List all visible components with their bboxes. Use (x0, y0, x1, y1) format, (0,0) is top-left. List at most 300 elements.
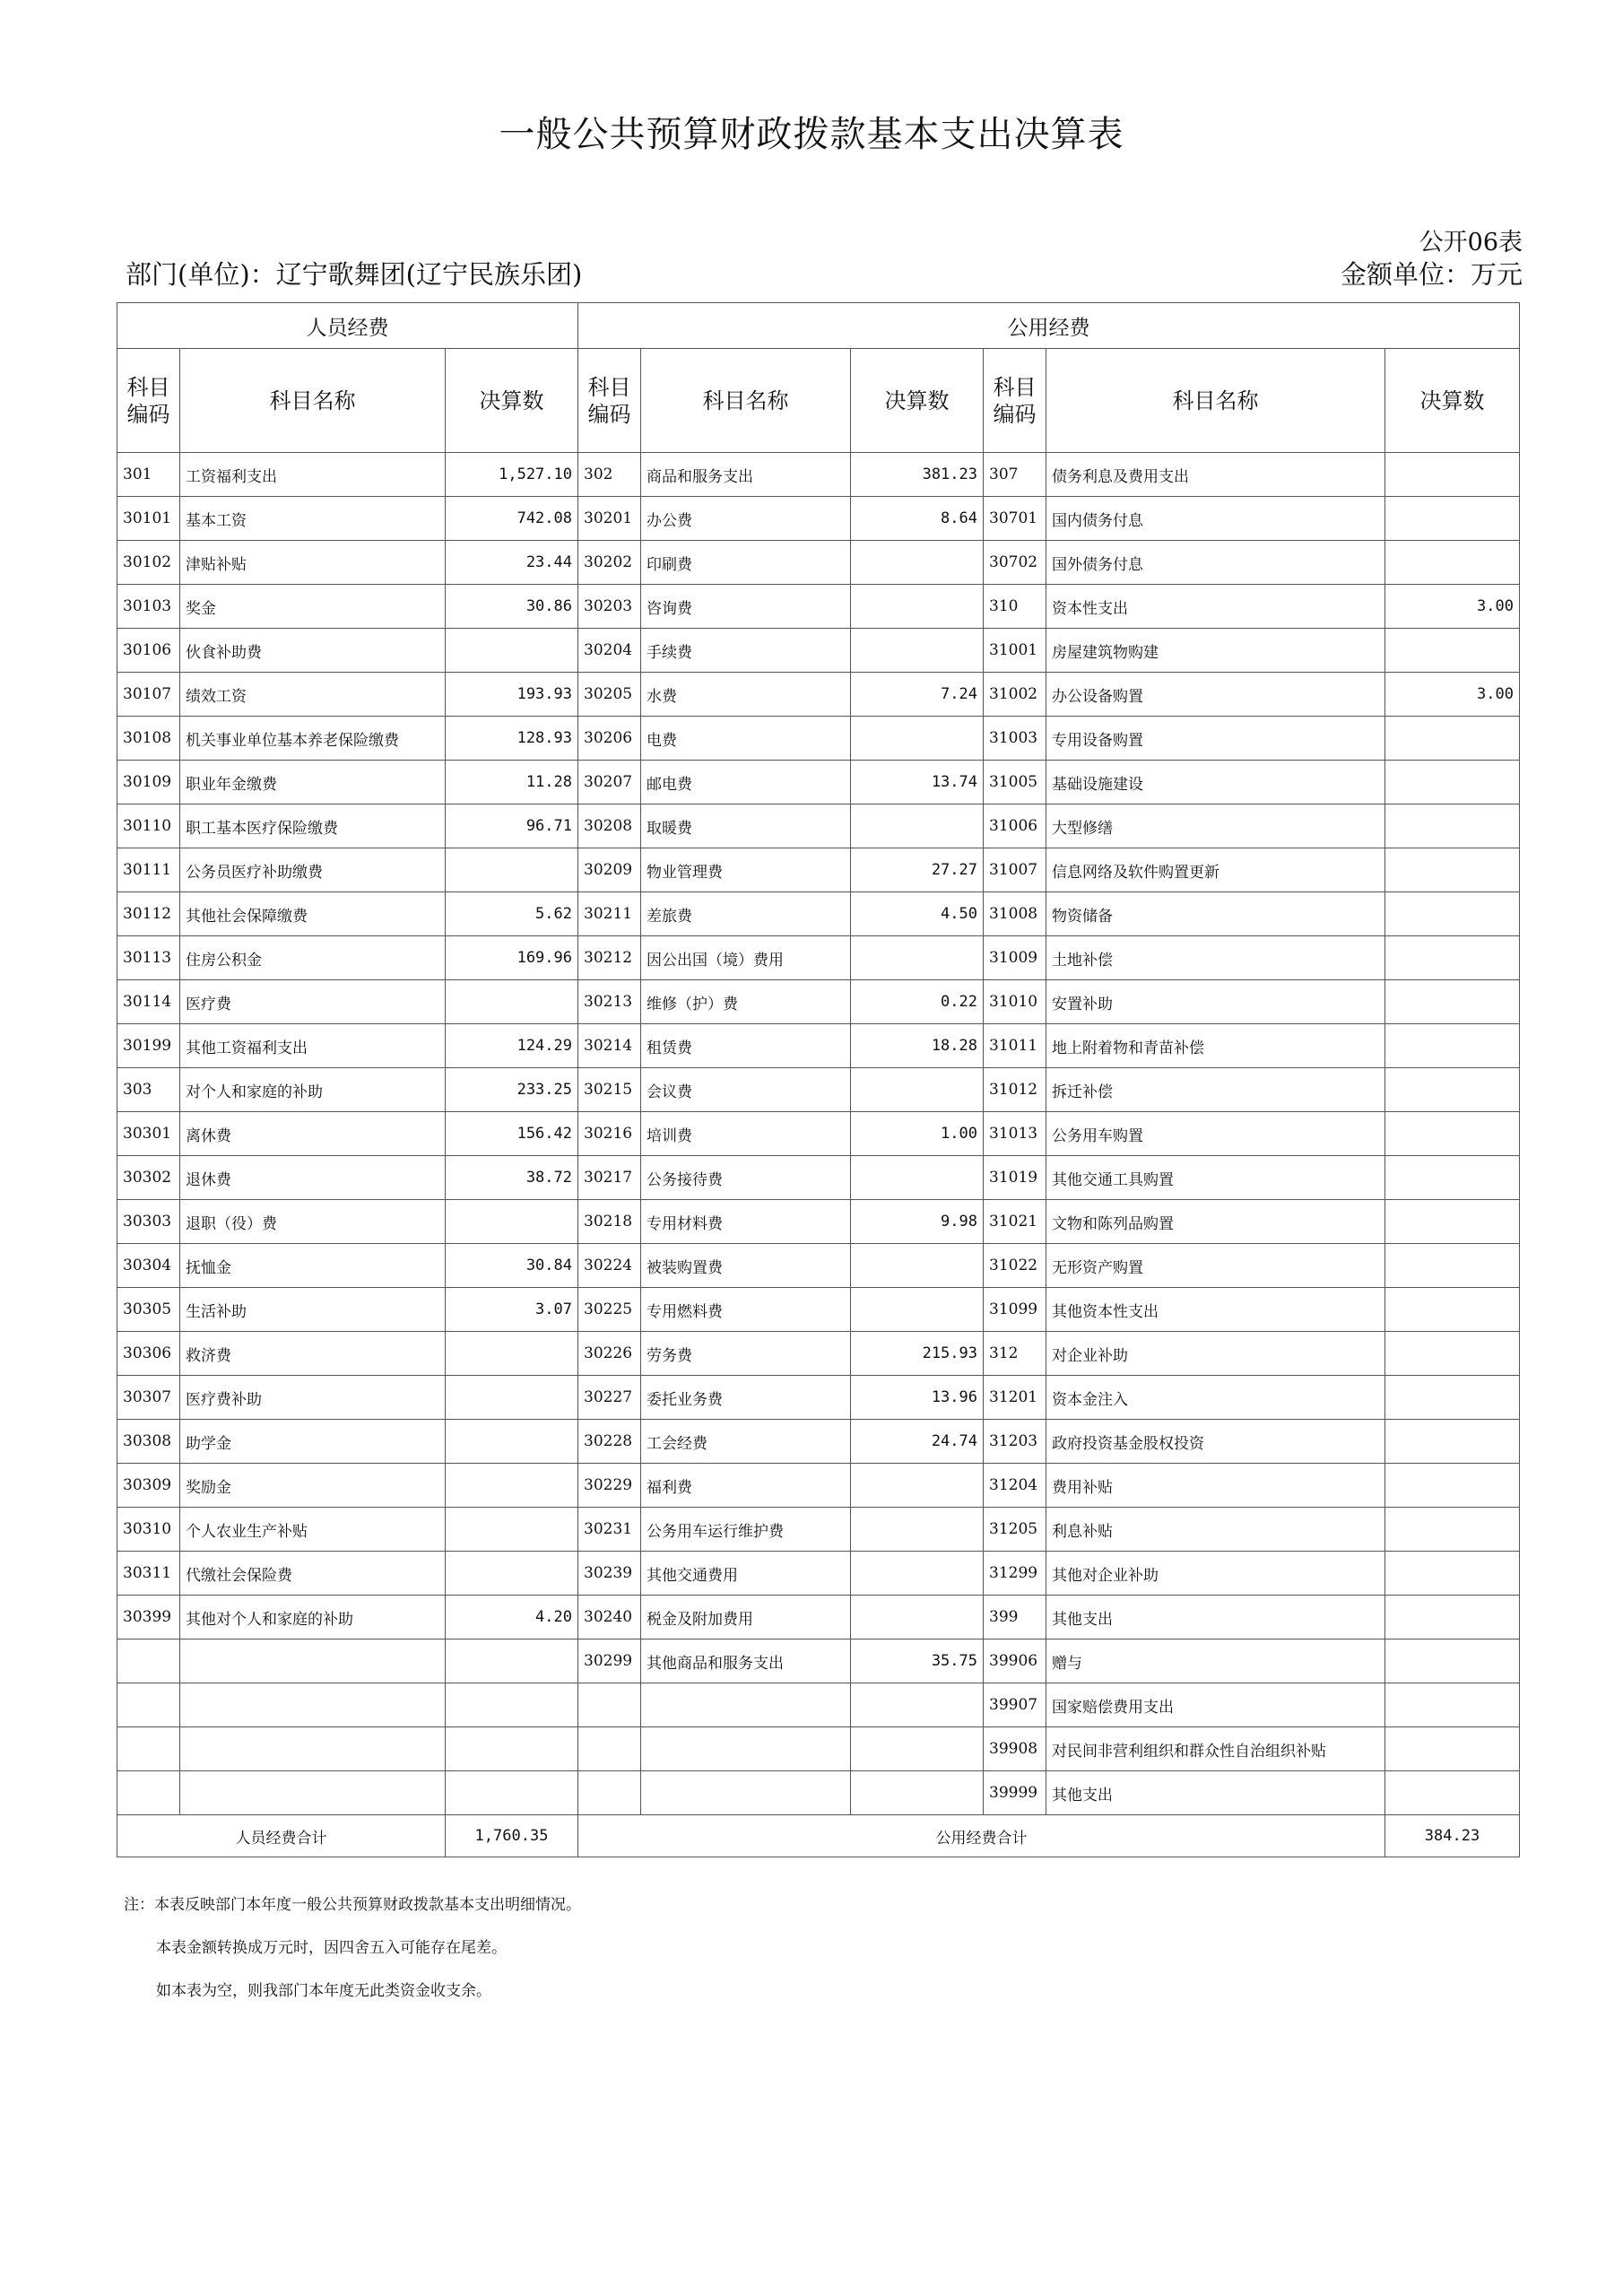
subject-name: 基础设施建设 (1046, 761, 1385, 804)
subject-name: 公务员医疗补助缴费 (180, 848, 446, 892)
header-amount: 决算数 (851, 349, 984, 453)
section-public: 公用经费 (578, 303, 1520, 349)
subject-code (117, 1771, 180, 1815)
subject-name: 因公出国（境）费用 (641, 936, 851, 980)
subject-amount: 30.84 (446, 1244, 578, 1288)
subject-name: 工资福利支出 (180, 453, 446, 497)
subject-code: 30240 (578, 1596, 641, 1639)
subject-code: 30211 (578, 892, 641, 936)
subject-name: 其他资本性支出 (1046, 1288, 1385, 1332)
subject-code: 39999 (984, 1771, 1046, 1815)
subject-code (117, 1727, 180, 1771)
subject-name: 退职（役）费 (180, 1200, 446, 1244)
subject-amount (851, 1464, 984, 1508)
subject-code: 30311 (117, 1552, 180, 1596)
subject-name: 国外债务付息 (1046, 541, 1385, 585)
subject-code: 30109 (117, 761, 180, 804)
table-row (117, 804, 1520, 848)
table-row (117, 1727, 1520, 1771)
subject-code (578, 1727, 641, 1771)
subject-code: 31005 (984, 761, 1046, 804)
subject-code: 39907 (984, 1683, 1046, 1727)
subject-amount: 124.29 (446, 1024, 578, 1068)
subject-name: 差旅费 (641, 892, 851, 936)
totals-row (117, 1815, 1520, 1857)
section-personnel: 人员经费 (117, 303, 578, 349)
subject-code: 30202 (578, 541, 641, 585)
subject-amount: 27.27 (851, 848, 984, 892)
table-row (117, 541, 1520, 585)
subject-amount (1385, 980, 1520, 1024)
subject-code: 30206 (578, 717, 641, 761)
subject-code: 399 (984, 1596, 1046, 1639)
subject-amount: 1,527.10 (446, 453, 578, 497)
subject-name: 会议费 (641, 1068, 851, 1112)
table-row (117, 1068, 1520, 1112)
subject-name: 津贴补贴 (180, 541, 446, 585)
table-row (117, 585, 1520, 629)
table-row (117, 1464, 1520, 1508)
subject-name: 税金及附加费用 (641, 1596, 851, 1639)
subject-amount (851, 804, 984, 848)
subject-name: 奖金 (180, 585, 446, 629)
subject-name: 伙食补助费 (180, 629, 446, 673)
subject-name: 奖励金 (180, 1464, 446, 1508)
subject-code: 30218 (578, 1200, 641, 1244)
subject-code: 30108 (117, 717, 180, 761)
table-row (117, 848, 1520, 892)
subject-code: 30702 (984, 541, 1046, 585)
table-row (117, 497, 1520, 541)
subject-code: 31009 (984, 936, 1046, 980)
subject-name: 费用补贴 (1046, 1464, 1385, 1508)
subject-name: 手续费 (641, 629, 851, 673)
subject-amount (1385, 1420, 1520, 1464)
subject-code: 30399 (117, 1596, 180, 1639)
subject-amount: 4.20 (446, 1596, 578, 1639)
subject-amount (851, 1552, 984, 1596)
subject-code: 31012 (984, 1068, 1046, 1112)
table-row (117, 1639, 1520, 1683)
subject-amount: 23.44 (446, 541, 578, 585)
subject-amount (446, 1420, 578, 1464)
table-row (117, 629, 1520, 673)
subject-name (641, 1771, 851, 1815)
subject-name (180, 1683, 446, 1727)
subject-amount (851, 1771, 984, 1815)
subject-code: 30310 (117, 1508, 180, 1552)
table-row (117, 1508, 1520, 1552)
subject-name: 取暖费 (641, 804, 851, 848)
subject-name: 物业管理费 (641, 848, 851, 892)
subject-amount (1385, 848, 1520, 892)
subject-name (180, 1639, 446, 1683)
subject-name: 抚恤金 (180, 1244, 446, 1288)
subject-name: 委托业务费 (641, 1376, 851, 1420)
subject-name: 公务用车购置 (1046, 1112, 1385, 1156)
subject-amount: 24.74 (851, 1420, 984, 1464)
subject-code: 30307 (117, 1376, 180, 1420)
subject-code: 303 (117, 1068, 180, 1112)
personnel-total-label: 人员经费合计 (117, 1815, 446, 1857)
subject-code: 301 (117, 453, 180, 497)
subject-amount (851, 1244, 984, 1288)
subject-amount (1385, 1332, 1520, 1376)
subject-amount (1385, 629, 1520, 673)
subject-name: 对企业补助 (1046, 1332, 1385, 1376)
subject-name: 邮电费 (641, 761, 851, 804)
subject-amount (1385, 1024, 1520, 1068)
subject-name: 无形资产购置 (1046, 1244, 1385, 1288)
subject-amount: 128.93 (446, 717, 578, 761)
subject-amount (446, 1464, 578, 1508)
subject-code: 30229 (578, 1464, 641, 1508)
header-code: 科目 编码 (578, 349, 641, 453)
subject-code (578, 1771, 641, 1815)
subject-amount (1385, 892, 1520, 936)
table-row (117, 1683, 1520, 1727)
subject-code: 302 (578, 453, 641, 497)
subject-name: 工会经费 (641, 1420, 851, 1464)
table-row (117, 1288, 1520, 1332)
subject-name (180, 1727, 446, 1771)
subject-code: 31003 (984, 717, 1046, 761)
subject-name: 地上附着物和青苗补偿 (1046, 1024, 1385, 1068)
subject-name: 咨询费 (641, 585, 851, 629)
subject-code: 31006 (984, 804, 1046, 848)
subject-name: 租赁费 (641, 1024, 851, 1068)
subject-amount (1385, 1727, 1520, 1771)
subject-code: 31201 (984, 1376, 1046, 1420)
table-row (117, 1024, 1520, 1068)
subject-code: 310 (984, 585, 1046, 629)
table-row (117, 761, 1520, 804)
subject-code: 31007 (984, 848, 1046, 892)
subject-amount (851, 717, 984, 761)
subject-name: 培训费 (641, 1112, 851, 1156)
subject-name: 退休费 (180, 1156, 446, 1200)
subject-name: 助学金 (180, 1420, 446, 1464)
subject-amount (851, 629, 984, 673)
table-row (117, 1200, 1520, 1244)
subject-amount: 215.93 (851, 1332, 984, 1376)
subject-code: 30228 (578, 1420, 641, 1464)
subject-code: 30308 (117, 1420, 180, 1464)
subject-amount (1385, 1639, 1520, 1683)
subject-amount (851, 1068, 984, 1112)
amount-unit-label: 金额单位：万元 (1340, 259, 1523, 290)
subject-amount: 4.50 (851, 892, 984, 936)
subject-name: 公务用车运行维护费 (641, 1508, 851, 1552)
subject-amount (851, 1288, 984, 1332)
subject-name: 土地补偿 (1046, 936, 1385, 980)
subject-code: 30239 (578, 1552, 641, 1596)
subject-name: 商品和服务支出 (641, 453, 851, 497)
subject-amount: 18.28 (851, 1024, 984, 1068)
subject-code: 30112 (117, 892, 180, 936)
subject-code: 30111 (117, 848, 180, 892)
subject-code: 31022 (984, 1244, 1046, 1288)
table-row (117, 1552, 1520, 1596)
subject-amount: 38.72 (446, 1156, 578, 1200)
subject-code: 30217 (578, 1156, 641, 1200)
subject-code: 312 (984, 1332, 1046, 1376)
subject-code: 30303 (117, 1200, 180, 1244)
subject-amount (1385, 1288, 1520, 1332)
subject-amount (1385, 1464, 1520, 1508)
subject-amount (1385, 453, 1520, 497)
subject-code: 30212 (578, 936, 641, 980)
note-line: 本表金额转换成万元时，因四舍五入可能存在尾差。 (156, 1939, 507, 1957)
header-code: 科目 编码 (984, 349, 1046, 453)
subject-name (180, 1771, 446, 1815)
subject-amount (1385, 1244, 1520, 1288)
subject-name: 文物和陈列品购置 (1046, 1200, 1385, 1244)
note-line: 注：本表反映部门本年度一般公共预算财政拨款基本支出明细情况。 (124, 1896, 581, 1914)
subject-amount (446, 1552, 578, 1596)
subject-amount (851, 541, 984, 585)
subject-amount (1385, 1200, 1520, 1244)
subject-code: 31203 (984, 1420, 1046, 1464)
subject-amount (1385, 1068, 1520, 1112)
subject-name (641, 1683, 851, 1727)
subject-amount (1385, 1112, 1520, 1156)
subject-name: 救济费 (180, 1332, 446, 1376)
subject-name: 安置补助 (1046, 980, 1385, 1024)
subject-name: 医疗费 (180, 980, 446, 1024)
subject-code: 30301 (117, 1112, 180, 1156)
subject-name: 其他工资福利支出 (180, 1024, 446, 1068)
subject-code: 30107 (117, 673, 180, 717)
subject-amount (446, 1683, 578, 1727)
header-name: 科目名称 (1046, 349, 1385, 453)
subject-amount (851, 1156, 984, 1200)
subject-amount (1385, 497, 1520, 541)
subject-code (117, 1639, 180, 1683)
subject-name: 国内债务付息 (1046, 497, 1385, 541)
subject-name: 赠与 (1046, 1639, 1385, 1683)
header-amount: 决算数 (1385, 349, 1520, 453)
subject-name: 被装购置费 (641, 1244, 851, 1288)
subject-name: 拆迁补偿 (1046, 1068, 1385, 1112)
table-row (117, 980, 1520, 1024)
subject-code: 31204 (984, 1464, 1046, 1508)
subject-code: 307 (984, 453, 1046, 497)
subject-code: 31008 (984, 892, 1046, 936)
subject-amount: 11.28 (446, 761, 578, 804)
page-title: 一般公共预算财政拨款基本支出决算表 (499, 114, 1124, 155)
subject-amount (851, 585, 984, 629)
subject-name: 代缴社会保险费 (180, 1552, 446, 1596)
subject-amount (851, 1683, 984, 1727)
subject-code: 30114 (117, 980, 180, 1024)
subject-code: 30302 (117, 1156, 180, 1200)
subject-name: 办公设备购置 (1046, 673, 1385, 717)
subject-amount (1385, 1771, 1520, 1815)
subject-name: 专用设备购置 (1046, 717, 1385, 761)
subject-code: 30203 (578, 585, 641, 629)
table-row (117, 1244, 1520, 1288)
subject-amount: 1.00 (851, 1112, 984, 1156)
subject-amount (446, 1508, 578, 1552)
subject-amount: 13.74 (851, 761, 984, 804)
subject-amount: 193.93 (446, 673, 578, 717)
subject-amount (1385, 1683, 1520, 1727)
department-label: 部门(单位)：辽宁歌舞团(辽宁民族乐团) (126, 259, 583, 290)
subject-code: 31010 (984, 980, 1046, 1024)
note-line: 如本表为空，则我部门本年度无此类资金收支余。 (156, 1982, 491, 2000)
subject-code: 31013 (984, 1112, 1046, 1156)
subject-name: 其他支出 (1046, 1596, 1385, 1639)
subject-name: 资本金注入 (1046, 1376, 1385, 1420)
subject-code: 30299 (578, 1639, 641, 1683)
table-row (117, 1332, 1520, 1376)
subject-code (117, 1683, 180, 1727)
subject-code: 39908 (984, 1727, 1046, 1771)
subject-name: 职工基本医疗保险缴费 (180, 804, 446, 848)
subject-name: 对民间非营利组织和群众性自治组织补贴 (1046, 1727, 1385, 1771)
subject-name: 基本工资 (180, 497, 446, 541)
subject-code: 31011 (984, 1024, 1046, 1068)
subject-amount: 0.22 (851, 980, 984, 1024)
personnel-total-value: 1,760.35 (446, 1815, 578, 1857)
subject-amount: 5.62 (446, 892, 578, 936)
subject-amount: 169.96 (446, 936, 578, 980)
subject-amount (1385, 1552, 1520, 1596)
header-code: 科目 编码 (117, 349, 180, 453)
subject-name: 信息网络及软件购置更新 (1046, 848, 1385, 892)
subject-code: 30208 (578, 804, 641, 848)
subject-amount: 9.98 (851, 1200, 984, 1244)
subject-name: 职业年金缴费 (180, 761, 446, 804)
subject-name: 其他交通工具购置 (1046, 1156, 1385, 1200)
subject-name: 其他交通费用 (641, 1552, 851, 1596)
subject-code: 30214 (578, 1024, 641, 1068)
subject-amount: 35.75 (851, 1639, 984, 1683)
table-row (117, 673, 1520, 717)
header-name: 科目名称 (641, 349, 851, 453)
subject-amount: 742.08 (446, 497, 578, 541)
subject-code: 31021 (984, 1200, 1046, 1244)
subject-amount: 7.24 (851, 673, 984, 717)
subject-amount (446, 1771, 578, 1815)
subject-name: 机关事业单位基本养老保险缴费 (180, 717, 446, 761)
subject-amount (851, 1596, 984, 1639)
subject-amount: 30.86 (446, 585, 578, 629)
subject-name: 资本性支出 (1046, 585, 1385, 629)
subject-code: 30204 (578, 629, 641, 673)
subject-name: 维修（护）费 (641, 980, 851, 1024)
subject-name: 医疗费补助 (180, 1376, 446, 1420)
subject-amount (851, 1727, 984, 1771)
subject-name: 个人农业生产补贴 (180, 1508, 446, 1552)
subject-name: 生活补助 (180, 1288, 446, 1332)
subject-code: 30231 (578, 1508, 641, 1552)
subject-name: 劳务费 (641, 1332, 851, 1376)
subject-code: 31001 (984, 629, 1046, 673)
subject-code: 30113 (117, 936, 180, 980)
expenditure-table (117, 302, 1520, 1857)
subject-code: 30106 (117, 629, 180, 673)
notes (124, 1883, 581, 2013)
subject-code (578, 1683, 641, 1727)
subject-amount: 381.23 (851, 453, 984, 497)
subject-name: 其他对企业补助 (1046, 1552, 1385, 1596)
subject-name: 其他社会保障缴费 (180, 892, 446, 936)
subject-amount (1385, 936, 1520, 980)
subject-name: 离休费 (180, 1112, 446, 1156)
subject-amount (446, 629, 578, 673)
subject-name: 其他对个人和家庭的补助 (180, 1596, 446, 1639)
subject-amount (851, 1508, 984, 1552)
subject-amount (446, 1200, 578, 1244)
subject-amount (446, 1332, 578, 1376)
header-amount: 决算数 (446, 349, 578, 453)
subject-amount (1385, 1156, 1520, 1200)
table-row (117, 453, 1520, 497)
subject-code: 30309 (117, 1464, 180, 1508)
subject-amount (1385, 1508, 1520, 1552)
subject-code: 30102 (117, 541, 180, 585)
subject-code: 31019 (984, 1156, 1046, 1200)
subject-name: 住房公积金 (180, 936, 446, 980)
subject-code: 31002 (984, 673, 1046, 717)
subject-amount (1385, 717, 1520, 761)
subject-name (641, 1727, 851, 1771)
table-row (117, 1596, 1520, 1639)
subject-amount (1385, 761, 1520, 804)
subject-code: 30224 (578, 1244, 641, 1288)
table-row (117, 1420, 1520, 1464)
subject-amount (446, 1727, 578, 1771)
public-total-label: 公用经费合计 (578, 1815, 1385, 1857)
subject-code: 31099 (984, 1288, 1046, 1332)
table-row (117, 1376, 1520, 1420)
table-row (117, 717, 1520, 761)
subject-code: 30213 (578, 980, 641, 1024)
subject-amount (446, 1639, 578, 1683)
subject-amount (1385, 1376, 1520, 1420)
subject-amount (446, 980, 578, 1024)
subject-code: 30199 (117, 1024, 180, 1068)
subject-name: 债务利息及费用支出 (1046, 453, 1385, 497)
subject-code: 30215 (578, 1068, 641, 1112)
subject-code: 31299 (984, 1552, 1046, 1596)
table-row (117, 1771, 1520, 1815)
subject-code: 30225 (578, 1288, 641, 1332)
subject-name: 政府投资基金股权投资 (1046, 1420, 1385, 1464)
subject-code: 30110 (117, 804, 180, 848)
subject-code: 31205 (984, 1508, 1046, 1552)
public-total-value: 384.23 (1385, 1815, 1520, 1857)
subject-code: 30306 (117, 1332, 180, 1376)
subject-code: 30103 (117, 585, 180, 629)
subject-amount (1385, 1596, 1520, 1639)
subject-name: 专用材料费 (641, 1200, 851, 1244)
subject-amount (1385, 541, 1520, 585)
subject-name: 公务接待费 (641, 1156, 851, 1200)
table-row (117, 1156, 1520, 1200)
subject-amount: 156.42 (446, 1112, 578, 1156)
table-row (117, 936, 1520, 980)
subject-amount: 233.25 (446, 1068, 578, 1112)
subject-code: 30209 (578, 848, 641, 892)
subject-amount: 3.07 (446, 1288, 578, 1332)
subject-code: 39906 (984, 1639, 1046, 1683)
table-row (117, 892, 1520, 936)
subject-code: 30207 (578, 761, 641, 804)
subject-name: 国家赔偿费用支出 (1046, 1683, 1385, 1727)
